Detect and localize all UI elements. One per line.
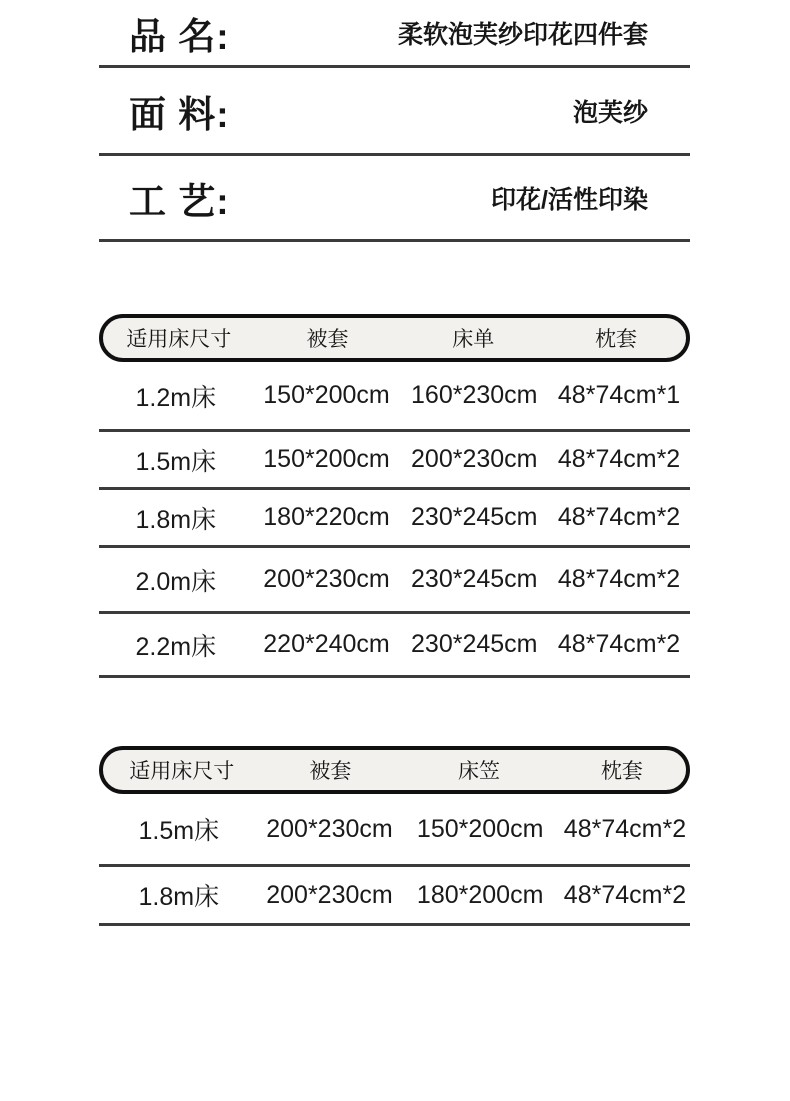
table-header-cell: 适用床尺寸 — [129, 760, 235, 783]
table-cell: 48*74cm*2 — [557, 565, 681, 593]
fabric-label: 面 料: — [129, 93, 230, 135]
table-header-cell: 床单 — [452, 328, 495, 351]
table-row — [99, 614, 690, 678]
table-row — [99, 362, 690, 432]
table-cell: 2.0m床 — [135, 567, 217, 596]
table-cell: 150*200cm — [263, 381, 390, 409]
table-cell: 48*74cm*1 — [557, 381, 681, 409]
table-row — [99, 867, 690, 926]
table-cell: 1.5m床 — [138, 817, 220, 845]
product-name-value: 柔软泡芙纱印花四件套 — [397, 20, 648, 49]
table-cell: 160*230cm — [411, 381, 538, 409]
table-cell: 200*230cm — [266, 814, 393, 843]
craft-label: 工 艺: — [129, 180, 230, 222]
table-cell: 48*74cm*2 — [557, 630, 681, 658]
info-row-fabric — [99, 68, 690, 156]
table-header-cell: 适用床尺寸 — [126, 328, 232, 351]
table-row — [99, 548, 690, 614]
table-cell: 230*245cm — [411, 630, 538, 658]
craft-value: 印花/活性印染 — [491, 185, 648, 214]
size-table-2 — [99, 746, 690, 926]
table-cell: 180*220cm — [263, 503, 390, 531]
table-header-cell: 枕套 — [595, 328, 638, 351]
size-table-1 — [99, 314, 690, 678]
content-container — [99, 0, 690, 926]
table-row — [99, 490, 690, 548]
table-cell: 200*230cm — [266, 880, 393, 909]
table-cell: 48*74cm*2 — [563, 814, 687, 843]
table-cell: 230*245cm — [411, 503, 538, 531]
fabric-value: 泡芙纱 — [572, 98, 648, 127]
size-table-2-header — [99, 746, 690, 794]
table-cell: 2.2m床 — [135, 632, 217, 661]
table-cell: 48*74cm*2 — [563, 880, 687, 909]
table-cell: 48*74cm*2 — [557, 503, 681, 531]
table-cell: 200*230cm — [411, 445, 538, 473]
size-table-1-header — [99, 314, 690, 362]
table-cell: 150*200cm — [263, 445, 390, 473]
table-row — [99, 432, 690, 490]
table-cell: 1.8m床 — [135, 505, 217, 534]
table-cell: 230*245cm — [411, 565, 538, 593]
table-row — [99, 794, 690, 867]
table-header-cell: 被套 — [309, 760, 352, 783]
table-cell: 1.2m床 — [135, 383, 217, 412]
table-cell: 150*200cm — [416, 814, 544, 843]
table-cell: 220*240cm — [263, 630, 390, 658]
info-row-craft — [99, 156, 690, 242]
table-cell: 180*200cm — [416, 880, 544, 909]
product-name-label: 品 名: — [129, 15, 230, 57]
table-cell: 200*230cm — [263, 565, 390, 593]
table-header-cell: 被套 — [306, 328, 349, 351]
table-cell: 48*74cm*2 — [557, 445, 681, 473]
product-info-section — [99, 0, 690, 242]
table-header-cell: 枕套 — [600, 760, 643, 783]
table-cell: 1.5m床 — [135, 447, 217, 476]
table-header-cell: 床笠 — [458, 760, 501, 783]
table-cell: 1.8m床 — [138, 883, 220, 911]
info-row-product-name — [99, 0, 690, 68]
